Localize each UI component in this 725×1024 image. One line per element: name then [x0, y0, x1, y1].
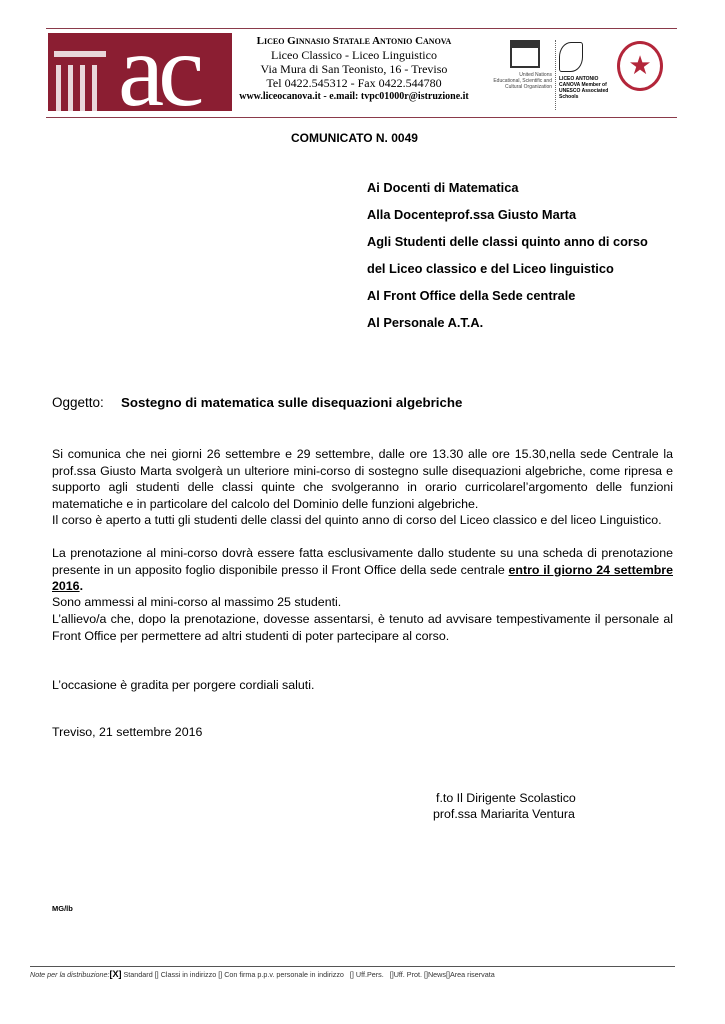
- signature-title: f.to Il Dirigente Scolastico: [436, 791, 576, 805]
- footer-item: Area riservata: [449, 970, 495, 979]
- school-name: Liceo Ginnasio Statale Antonio Canova: [256, 35, 452, 47]
- school-subtitle: Liceo Classico - Liceo Linguistico: [271, 48, 437, 62]
- leaf-icon: [559, 42, 583, 72]
- unesco-member-logo: [559, 42, 609, 100]
- unesco-logo: [492, 40, 552, 90]
- subject: Sostegno di matematica sulle disequazioni algebriche: [121, 395, 463, 410]
- body-paragraph: [52, 545, 673, 595]
- recipient: Al Front Office della Sede centrale: [367, 288, 576, 303]
- checkbox-checked: [X]: [109, 969, 122, 979]
- closing: L’occasione è gradita per porgere cordiali saluti.: [52, 678, 315, 692]
- header-bottom-rule: [46, 117, 677, 118]
- signature-name: prof.ssa Mariarita Ventura: [433, 807, 575, 821]
- republic-seal-icon: ★: [617, 41, 663, 91]
- recipient: Ai Docenti di Matematica: [367, 180, 519, 195]
- body-paragraph: Sono ammessi al mini-corso al massimo 25 studenti.: [52, 595, 342, 609]
- school-letterhead: [236, 34, 472, 104]
- school-web: www.liceocanova.it - e.mail: tvpc01000r@istruzione.it: [239, 91, 469, 102]
- body-paragraph: Si comunica che nei giorni 26 settembre e 29 settembre, dalle ore 13.30 alle ore 15.30,nella sede Centrale la prof.ssa Giusto Marta svolgerà un ulteriore mini-corso di sostegno sulle disequazioni algebriche, come ripresa e supporto agli studenti delle classi quinte che svolgeranno in orario curricolarel’argomento delle funzioni matematiche e in particolare del calcolo del Dominio delle funzioni algebriche.: [52, 447, 673, 511]
- footer-item: Con firma p.p.v. personale in indirizzo: [224, 970, 344, 979]
- footer-rule: [30, 966, 675, 967]
- unesco-temple-icon: [510, 40, 540, 68]
- footer-item: []Uff. Prot.: [389, 970, 422, 979]
- booking-period: .: [79, 579, 84, 594]
- recipient: Agli Studenti delle classi quinto anno di corso: [367, 234, 648, 249]
- unesco-caption: United Nations Educational, Scientific and Cultural Organization: [493, 72, 552, 90]
- booking-deadline: entro il giorno 24 settembre 2016: [52, 562, 673, 594]
- body-paragraph: Il corso è aperto a tutti gli studenti delle classi del quinto anno di corso del Liceo classico e del liceo Linguistico.: [52, 513, 662, 527]
- footer-label: Note per la distribuzione:: [30, 970, 110, 979]
- distribution-notes: [30, 969, 495, 979]
- footer-item: Classi in indirizzo []: [160, 970, 223, 979]
- initials: MG/lb: [52, 904, 73, 913]
- recipient: del Liceo classico e del Liceo linguistico: [367, 261, 614, 276]
- body-paragraph: L’allievo/a che, dopo la prenotazione, dovesse assentarsi, è tenuto ad avvisare tempestivamente il personale al Front Office per permettere ad altri studenti di poter partecipare al corso.: [52, 612, 673, 643]
- school-phone: Tel 0422.545312 - Fax 0422.544780: [266, 76, 442, 90]
- comunicato-number: COMUNICATO N. 0049: [291, 131, 418, 145]
- school-logo: ac: [48, 33, 232, 111]
- recipient: Alla Docenteprof.ssa Giusto Marta: [367, 207, 577, 222]
- school-address: Via Mura di San Teonisto, 16 - Treviso: [260, 62, 448, 76]
- place-date: Treviso, 21 settembre 2016: [52, 725, 203, 739]
- subject-label: Oggetto:: [52, 395, 104, 410]
- footer-item: []News[]: [423, 970, 450, 979]
- footer-item: Standard []: [123, 970, 159, 979]
- header-top-rule: [46, 28, 677, 29]
- recipient: Al Personale A.T.A.: [367, 315, 484, 330]
- booking-text: La prenotazione al mini-corso dovrà essere fatta esclusivamente dallo studente su una scheda di prenotazione presente in un apposito foglio disponibile presso il Front Office della sede centrale: [52, 546, 673, 577]
- footer-item: [] Uff.Pers.: [349, 970, 384, 979]
- logo-divider: [555, 40, 556, 110]
- unesco-member-caption: LICEO ANTONIO CANOVA Member of UNESCO Associated Schools: [559, 76, 609, 100]
